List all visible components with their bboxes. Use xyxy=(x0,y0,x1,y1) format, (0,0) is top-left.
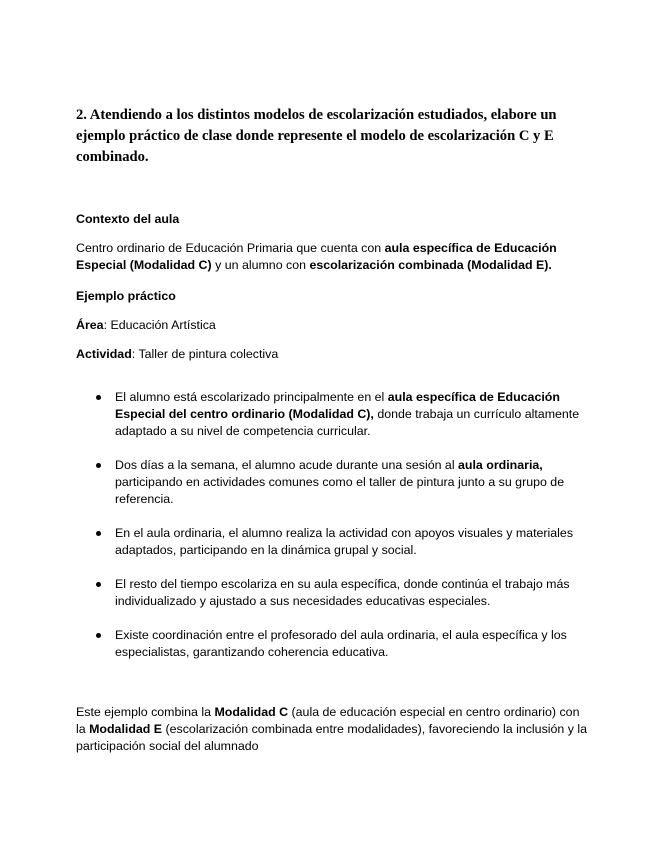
area-value: : Educación Artística xyxy=(103,318,216,332)
context-bold-2: escolarización combinada (Modalidad E). xyxy=(309,258,552,272)
conclusion-text-1: Este ejemplo combina la xyxy=(76,705,215,719)
bullet-text-1: El alumno está escolarizado principalmente en el xyxy=(115,390,388,404)
conclusion-text-3: (escolarización combinada entre modalidades), favoreciendo la inclusión y la participación social del alumnado xyxy=(76,722,588,753)
bullet-bold: aula ordinaria, xyxy=(458,458,543,472)
list-item xyxy=(94,525,591,559)
context-paragraph xyxy=(76,240,591,274)
context-text-2: y un alumno con xyxy=(211,258,310,272)
example-title-text: Ejemplo práctico xyxy=(76,289,176,303)
bullet-text-1: El resto del tiempo escolariza en su aula específica, donde continúa el trabajo más individualizado y ajustado a sus necesidades educativas especiales. xyxy=(115,577,570,608)
example-title xyxy=(76,288,591,305)
context-text-1: Centro ordinario de Educación Primaria que cuenta con xyxy=(76,241,385,255)
bullet-text-1: Existe coordinación entre el profesorado del aula ordinaria, el aula específica y los especialistas, garantizando coherencia educativa. xyxy=(115,628,567,659)
list-item xyxy=(94,457,591,508)
list-item xyxy=(94,576,591,610)
list-item xyxy=(94,389,591,440)
context-title xyxy=(76,211,591,228)
activity-line xyxy=(76,346,591,363)
activity-value: : Taller de pintura colectiva xyxy=(131,347,279,361)
bullet-icon xyxy=(96,582,101,587)
bullet-text-2: donde trabaja un currículo altamente adaptado a su nivel de competencia curricular. xyxy=(115,407,580,438)
bullet-icon xyxy=(96,463,101,468)
list-item xyxy=(94,627,591,661)
conclusion-bold-2: Modalidad E xyxy=(89,722,163,736)
bullet-text-1: En el aula ordinaria, el alumno realiza la actividad con apoyos visuales y materiales adaptados, participando en la dinámica grupal y social. xyxy=(115,526,574,557)
bullet-icon xyxy=(96,633,101,638)
area-line xyxy=(76,317,591,334)
bullet-text-2: participando en actividades comunes como el taller de pintura junto a su grupo de referencia. xyxy=(115,475,565,506)
bullet-icon xyxy=(96,531,101,536)
bullet-text-1: Dos días a la semana, el alumno acude durante una sesión al xyxy=(115,458,459,472)
context-bold-1: aula específica de Educación Especial (Modalidad C) xyxy=(76,241,557,272)
area-label: Área xyxy=(76,318,104,332)
question-heading: 2. Atendiendo a los distintos modelos de escolarización estudiados, elabore un ejemplo práctico de clase donde represente el modelo de escolarización C y E combinado. xyxy=(76,107,557,165)
context-title-text: Contexto del aula xyxy=(76,212,180,226)
bullet-bold: aula específica de Educación Especial del centro ordinario (Modalidad C), xyxy=(115,390,560,421)
conclusion-paragraph xyxy=(76,704,591,755)
conclusion-text-2: (aula de educación especial en centro ordinario) con la xyxy=(76,705,580,736)
activity-label: Actividad xyxy=(76,347,132,361)
bullet-list xyxy=(94,389,591,678)
conclusion-bold-1: Modalidad C xyxy=(214,705,289,719)
bullet-icon xyxy=(96,395,101,400)
